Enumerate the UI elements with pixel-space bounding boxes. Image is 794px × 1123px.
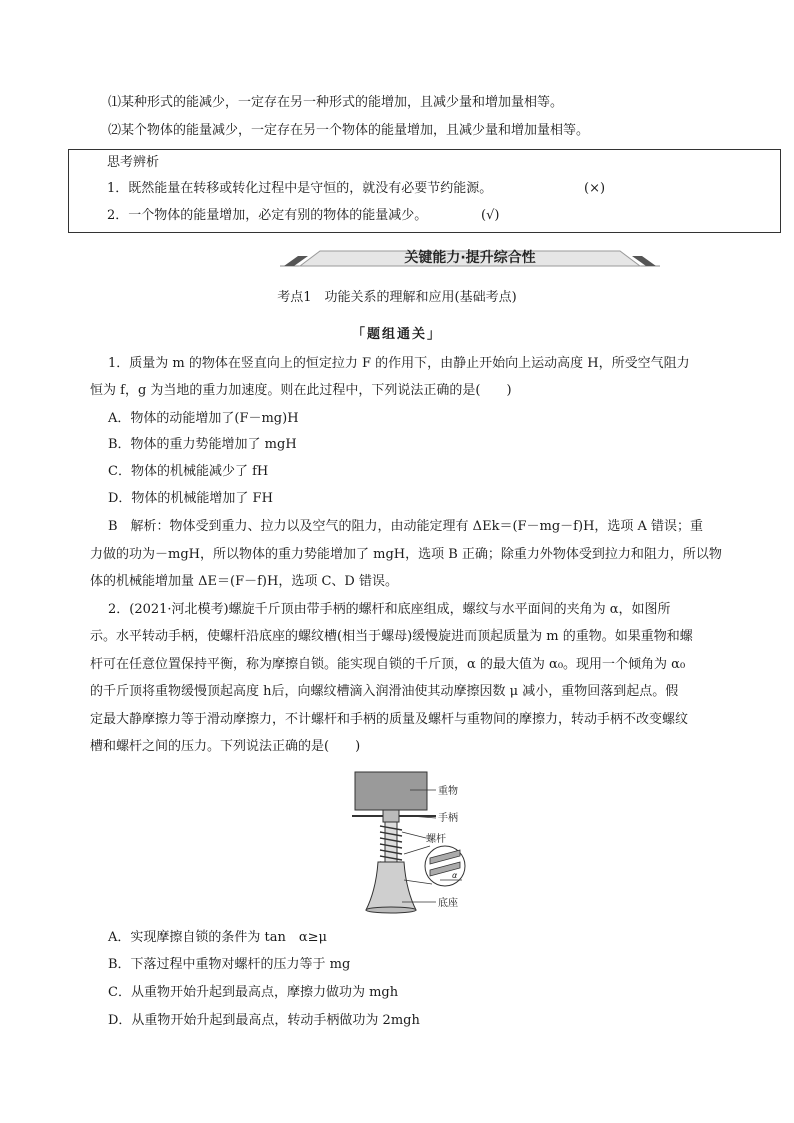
q2-option-b: B．下落过程中重物对螺杆的压力等于 mg [108, 957, 351, 972]
q2-stem-line-6: 槽和螺杆之间的压力。下列说法正确的是( ) [90, 739, 361, 754]
think-box [68, 149, 781, 233]
q1-option-b: B．物体的重力势能增加了 mgH [108, 437, 297, 452]
think-item-2-verdict: (√) [481, 208, 500, 223]
q2-option-a: A．实现摩擦自锁的条件为 tan α≥μ [108, 930, 327, 945]
intro-line-1: ⑴某种形式的能减少，一定存在另一种形式的能增加，且减少量和增加量相等。 [108, 95, 564, 110]
q1-analysis-line-1: B 解析：物体受到重力、拉力以及空气的阻力，由动能定理有 ΔEk＝(F－mg－f)H，选项 A 错误；重 [108, 519, 704, 534]
think-box-title: 思考辨析 [107, 155, 160, 170]
q1-stem-line-1: 1．质量为 m 的物体在竖直向上的恒定拉力 F 的作用下，由静止开始向上运动高度 H，所受空气阻力 [108, 356, 690, 371]
q1-analysis-line-3: 体的机械能增加量 ΔE＝(F－f)H，选项 C、D 错误。 [90, 574, 398, 589]
q1-option-d: D．物体的机械能增加了 FH [108, 491, 273, 506]
thread-detail-magnifier [404, 846, 465, 886]
q1-option-a: A．物体的动能增加了(F－mg)H [108, 411, 299, 426]
think-item-1: 1．既然能量在转移或转化过程中是守恒的，就没有必要节约能源。 [107, 181, 493, 196]
q2-option-d: D．从重物开始升起到最高点，转动手柄做功为 2mgh [108, 1013, 420, 1028]
section-banner [280, 243, 660, 271]
label-handle: 手柄 [438, 813, 458, 824]
q2-stem-line-3: 杆可在任意位置保持平衡，称为摩擦自锁。能实现自锁的千斤顶，α 的最大值为 α₀。现用一个倾角为 α₀ [90, 657, 686, 672]
label-base: 底座 [438, 898, 458, 909]
q1-analysis-line-2: 力做的功为－mgH，所以物体的重力势能增加了 mgH，选项 B 正确；除重力外物体受到拉力和阻力，所以物 [90, 547, 722, 562]
q2-stem-line-5: 定最大静摩擦力等于滑动摩擦力，不计螺杆和手柄的质量及螺杆与重物间的摩擦力，转动手柄不改变螺纹 [90, 712, 689, 727]
base-body [366, 862, 416, 910]
q1-stem-line-2: 恒为 f，g 为当地的重力加速度。则在此过程中，下列说法正确的是( ) [90, 383, 512, 398]
section-subtitle: 「题组通关」 [351, 327, 442, 342]
q2-stem-line-1: 2．(2021·河北模考)螺旋千斤顶由带手柄的螺杆和底座组成，螺纹与水平面间的夹角为 α，如图所 [108, 602, 671, 617]
weight-block [355, 772, 427, 810]
banner-title: 关键能力·提升综合性 [404, 250, 536, 266]
think-item-1-verdict: (×) [584, 181, 606, 196]
q2-stem-line-2: 示。水平转动手柄，使螺杆沿底座的螺纹槽(相当于螺母)缓慢旋进而顶起质量为 m 的重物。如果重物和螺 [90, 629, 693, 644]
label-angle: α [452, 871, 458, 880]
label-screw: 螺杆 [426, 834, 446, 845]
q2-stem-line-4: 的千斤顶将重物缓慢顶起高度 h后，向螺纹槽滴入润滑油使其动摩擦因数 μ 减小，重物回落到起点。假 [90, 684, 679, 699]
label-weight: 重物 [438, 786, 458, 797]
section-title: 考点1 功能关系的理解和应用(基础考点) [277, 290, 517, 305]
think-item-2: 2．一个物体的能量增加，必定有别的物体的能量减少。 [107, 208, 428, 223]
q2-option-c: C．从重物开始升起到最高点，摩擦力做功为 mgh [108, 985, 399, 1000]
screw-jack-figure [340, 770, 500, 920]
q1-option-c: C．物体的机械能减少了 fH [108, 464, 269, 479]
intro-line-2: ⑵某个物体的能量减少，一定存在另一个物体的能量增加，且减少量和增加量相等。 [108, 123, 590, 138]
